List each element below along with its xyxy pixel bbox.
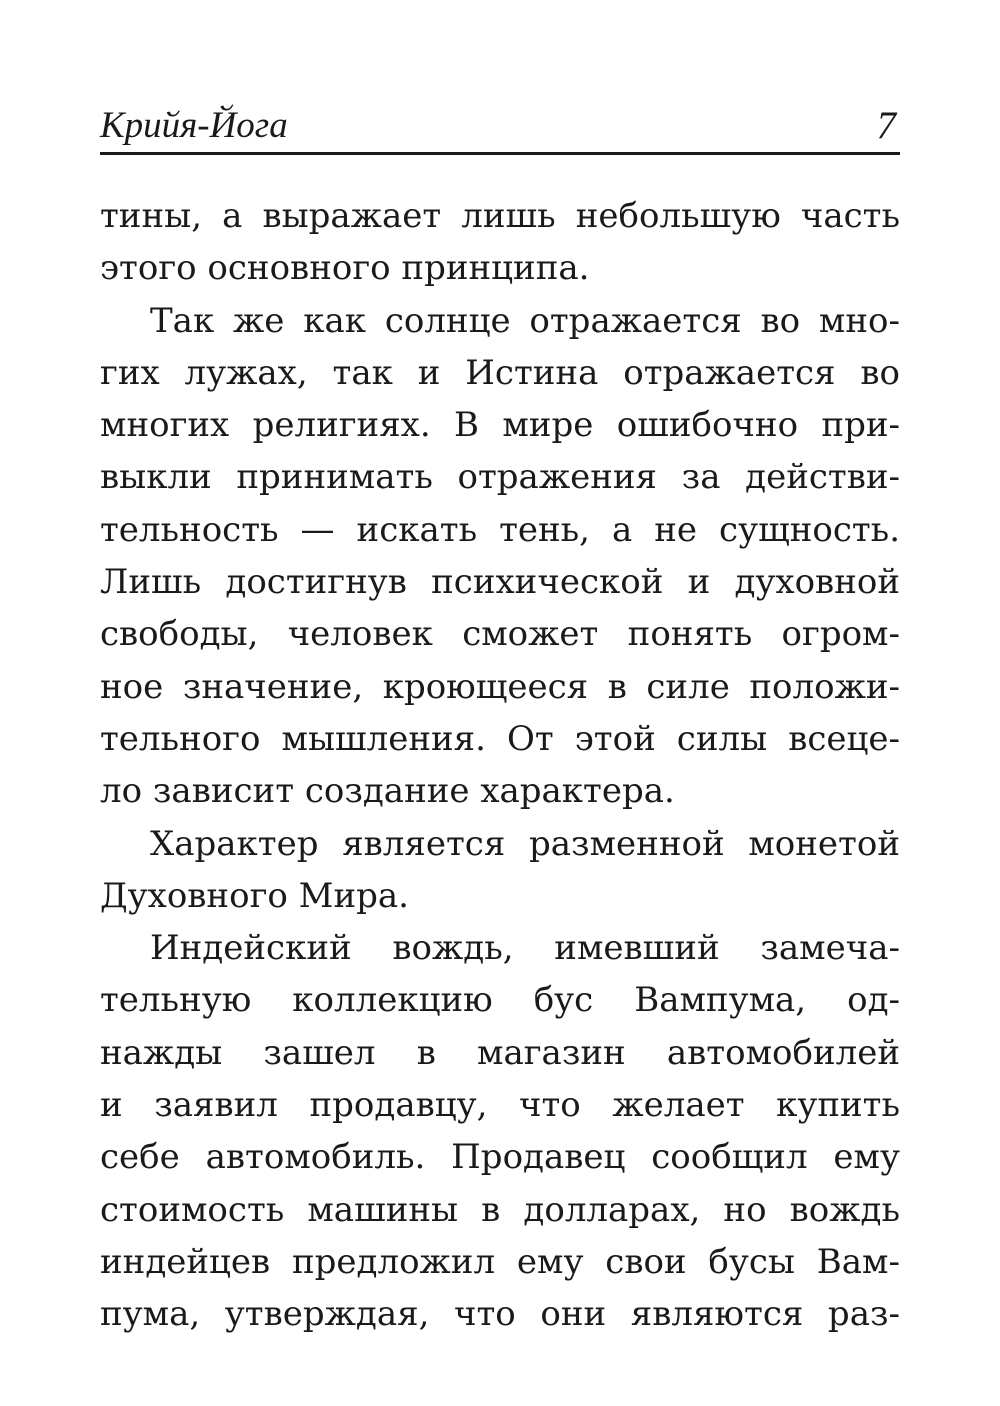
- text-line: индейцев предложил ему свои бусы Вам-: [100, 1241, 900, 1282]
- text-line: Так же как солнце отражается во мно-: [150, 300, 900, 341]
- text-line: стоимость машины в долларах, но вождь: [100, 1189, 900, 1230]
- text-line: и заявил продавцу, что желает купить: [100, 1085, 900, 1126]
- text-line: Индейский вождь, имевший замеча-: [150, 928, 900, 969]
- text-line: Духовного Мира.: [100, 875, 409, 916]
- text-line: ное значение, кроющееся в силе положи-: [100, 666, 900, 707]
- text-line: выкли принимать отражения за действи-: [100, 457, 900, 498]
- page-number: 7: [876, 104, 896, 147]
- text-line: тельную коллекцию бус Вампума, од-: [100, 980, 900, 1021]
- text-line: гих лужах, так и Истина отражается во: [100, 352, 900, 393]
- text-line: пума, утверждая, что они являются раз-: [100, 1294, 900, 1335]
- text-line: Лишь достигнув психической и духовной: [100, 562, 900, 603]
- text-line: этого основного принципа.: [100, 248, 590, 289]
- text-line: тельного мышления. От этой силы всеце-: [100, 718, 900, 759]
- body-text: [100, 190, 900, 1341]
- running-title: Крийя-Йога: [100, 105, 288, 146]
- text-line: тины, а выражает лишь небольшую часть: [100, 196, 900, 236]
- text-line: тельность — искать тень, а не сущность.: [100, 509, 900, 550]
- text-line: Характер является разменной монетой: [150, 823, 900, 864]
- text-line: нажды зашел в магазин автомобилей: [100, 1032, 900, 1073]
- text-line: многих религиях. В мире ошибочно при-: [100, 405, 900, 446]
- text-line: свободы, человек сможет понять огром-: [100, 614, 900, 655]
- text-line: ло зависит создание характера.: [100, 771, 675, 812]
- running-header: [100, 100, 900, 155]
- text-line: себе автомобиль. Продавец сообщил ему: [100, 1137, 900, 1178]
